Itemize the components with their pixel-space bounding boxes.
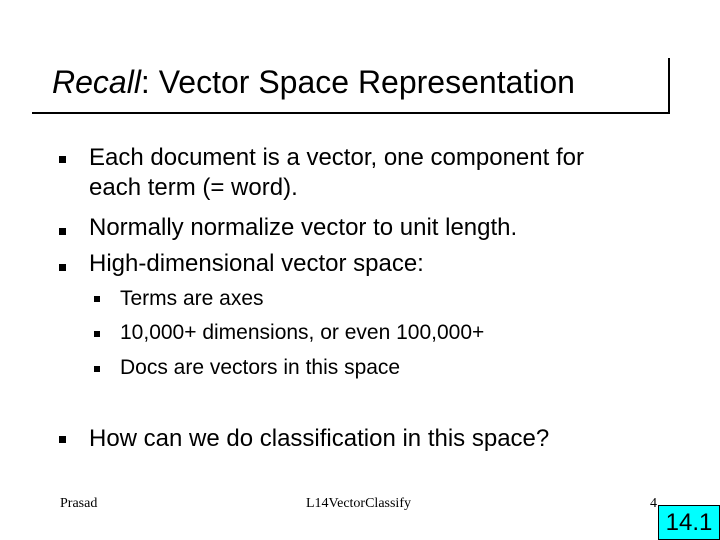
bullet-marker — [59, 228, 66, 235]
subbullet-text: Terms are axes — [120, 287, 264, 310]
slide-title — [52, 62, 575, 102]
subbullet-marker — [94, 296, 100, 302]
bullet-marker — [59, 156, 66, 163]
subbullet-marker — [94, 331, 100, 337]
title-rest: : Vector Space Representation — [140, 64, 575, 100]
bullet-marker — [59, 264, 66, 271]
bullet-text: High-dimensional vector space: — [89, 250, 424, 277]
question-text: How can we do classification in this space? — [89, 425, 550, 452]
subbullet-text: Docs are vectors in this space — [120, 356, 401, 379]
subbullet-text: 10,000+ dimensions, or even 100,000+ — [120, 321, 485, 344]
title-side-rule — [668, 58, 670, 114]
bullet-text: Each document is a vector, one component for — [89, 144, 584, 171]
bullet-marker — [59, 436, 66, 443]
footer-page-number: 4 — [650, 496, 657, 511]
section-number-badge: 14.1 — [658, 505, 720, 540]
bullet-text: Normally normalize vector to unit length. — [89, 214, 518, 241]
title-underline — [32, 112, 670, 114]
footer-author: Prasad — [60, 496, 98, 511]
footer-course: L14VectorClassify — [306, 496, 411, 511]
title-emphasis: Recall — [52, 64, 141, 100]
bullet-text-continued: each term (= word). — [89, 174, 298, 201]
subbullet-marker — [94, 366, 100, 372]
